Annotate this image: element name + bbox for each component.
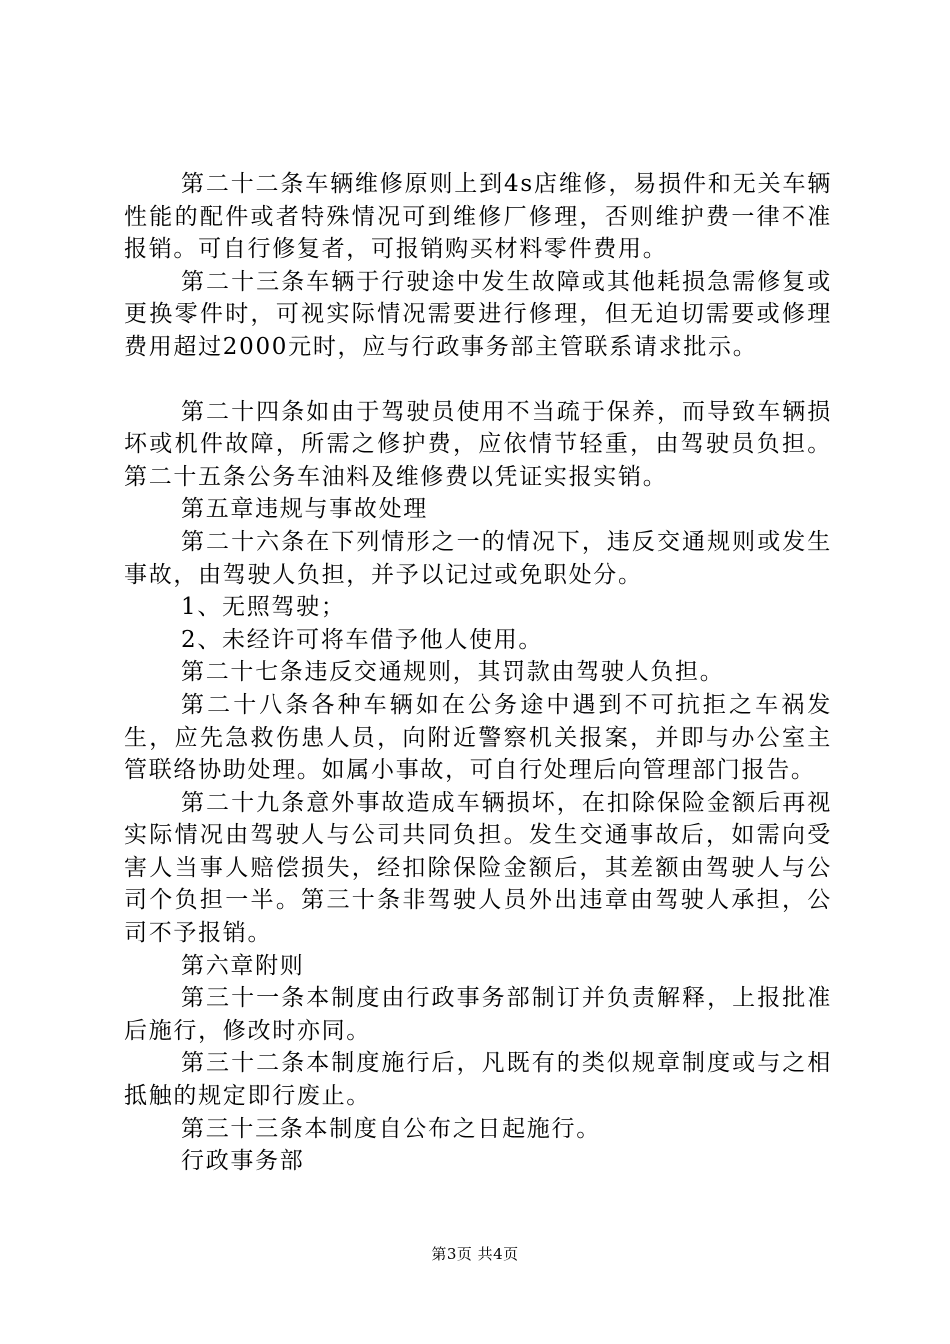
signature-department: 行政事务部 — [181, 1148, 305, 1175]
paragraph-article-22: 第二十二条车辆维修原则上到4s店维修，易损件和无关车辆性能的配件或者特殊情况可到维修厂修理，否则维护费一律不准报销。可自行修复者，可报销购买材料零件费用。 — [124, 171, 832, 263]
list-item-2: 2、未经许可将车借予他人使用。 — [181, 626, 544, 653]
paragraph-article-28: 第二十八条各种车辆如在公务途中遇到不可抗拒之车祸发生，应先急救伤患人员，向附近警察机关报案，并即与办公室主管联络协助处理。如属小事故，可自行处理后向管理部门报告。 — [124, 691, 832, 784]
paragraph-article-24-25: 第二十四条如由于驾驶员使用不当疏于保养，而导致车辆损坏或机件故障，所需之修护费，应依情节轻重，由驾驶员负担。第二十五条公务车油料及维修费以凭证实报实销。 — [124, 398, 832, 490]
document-body — [124, 168, 832, 1178]
list-item-1: 1、无照驾驶； — [181, 594, 346, 621]
page-footer-number: 第3页 共4页 — [431, 1245, 519, 1263]
paragraph-article-31: 第三十一条本制度由行政事务部制订并负责解释，上报批准后施行，修改时亦同。 — [124, 985, 832, 1044]
paragraph-article-27: 第二十七条违反交通规则，其罚款由驾驶人负担。 — [181, 659, 725, 686]
paragraph-article-33: 第三十三条本制度自公布之日起施行。 — [181, 1115, 601, 1142]
chapter-5-heading: 第五章违规与事故处理 — [181, 496, 428, 523]
paragraph-article-32: 第三十二条本制度施行后，凡既有的类似规章制度或与之相抵触的规定即行废止。 — [124, 1050, 832, 1110]
paragraph-spacer — [124, 364, 832, 396]
paragraph-article-26: 第二十六条在下列情形之一的情况下，违反交通规则或发生事故，由驾驶人负担，并予以记过或免职处分。 — [124, 528, 832, 588]
chapter-6-heading: 第六章附则 — [181, 952, 305, 979]
paragraph-article-23: 第二十三条车辆于行驶途中发生故障或其他耗损急需修复或更换零件时，可视实际情况需要进行修理，但无迫切需要或修理费用超过2000元时，应与行政事务部主管联系请求批示。 — [124, 268, 832, 360]
paragraph-article-29-30: 第二十九条意外事故造成车辆损坏，在扣除保险金额后再视实际情况由驾驶人与公司共同负担。发生交通事故后，如需向受害人当事人赔偿损失，经扣除保险金额后，其差额由驾驶人与公司个负担一半。第三十条非驾驶人员外出违章由驾驶人承担，公司不予报销。 — [124, 789, 832, 947]
